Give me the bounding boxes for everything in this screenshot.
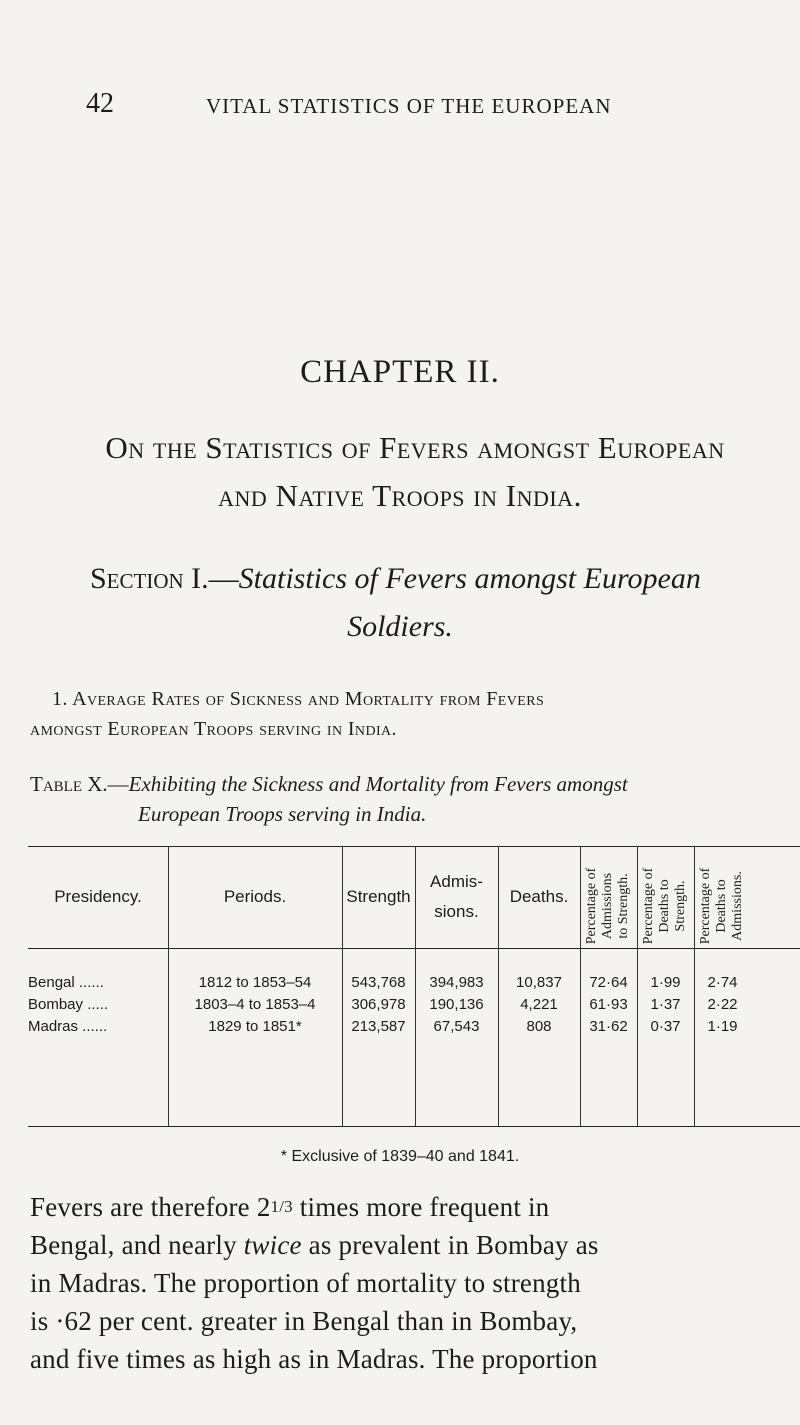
cell-deaths: 808: [526, 1018, 552, 1035]
header-pct-admissions-to-strength: [584, 856, 632, 956]
table-caption-text-2: European Troops serving in India.: [138, 802, 427, 826]
chapter-subtitle-line-2: and Native Troops in India.: [218, 478, 582, 513]
fraction: 1/3: [270, 1197, 293, 1216]
subsection-heading-line-1: 1. Average Rates of Sickness and Mortality from Fevers: [52, 688, 545, 710]
cell-pct-deaths-admissions: 2·22: [707, 996, 738, 1013]
header-admissions-line-1: Admis-: [430, 872, 483, 891]
header-pct-ds-line-3: Strength.: [673, 880, 688, 932]
body-line-1: [30, 1188, 770, 1226]
cell-presidency: Bengal ......: [28, 974, 104, 991]
cell-pct-deaths-strength: 0·37: [650, 1018, 681, 1035]
cell-presidency: Madras ......: [28, 1018, 108, 1035]
header-pct-deaths-to-strength: [641, 856, 689, 956]
table-caption: [30, 772, 800, 797]
header-pct-ds-line-2: Deaths to: [657, 879, 672, 933]
chapter-subtitle-line-1: On the Statistics of Fevers amongst European: [105, 430, 725, 465]
cell-pct-admissions: 31·62: [589, 1018, 628, 1035]
table-bottom-rule: [28, 1126, 800, 1127]
header-pct-adm-line-3: to Strength.: [616, 873, 631, 939]
section-label: Section I.—: [90, 562, 239, 595]
body-line-2-a: Bengal, and nearly: [30, 1230, 244, 1260]
cell-period: 1803–4 to 1853–4: [194, 996, 316, 1013]
cell-presidency: Bombay .....: [28, 996, 109, 1013]
cell-strength: 543,768: [351, 974, 406, 991]
header-presidency: Presidency.: [54, 887, 142, 906]
cell-pct-deaths-admissions: 2·74: [707, 974, 738, 991]
body-line-2: [30, 1226, 770, 1264]
cell-pct-admissions: 61·93: [589, 996, 628, 1013]
header-pct-ds-line-1: Percentage of: [641, 867, 656, 945]
subsection-heading-line-2: amongst European Troops serving in India.: [30, 718, 397, 740]
cell-deaths: 10,837: [516, 974, 562, 991]
cell-strength: 306,978: [351, 996, 406, 1013]
cell-period: 1812 to 1853–54: [198, 974, 312, 991]
header-admissions: [415, 846, 498, 948]
table-caption-label: Table X.—: [30, 772, 129, 796]
body-paragraph: [30, 1188, 770, 1378]
header-admissions-line-2: sions.: [434, 902, 479, 921]
section-title-part-2: Soldiers.: [347, 610, 453, 643]
cell-pct-deaths-strength: 1·99: [650, 974, 681, 991]
table-footnote: * Exclusive of 1839–40 and 1841.: [280, 1148, 520, 1165]
cell-pct-deaths-strength: 1·37: [650, 996, 681, 1013]
running-head: [86, 88, 726, 128]
header-pct-deaths-to-admissions: [698, 856, 746, 956]
header-pct-adm-line-2: Admissions: [600, 872, 615, 940]
cell-strength: 213,587: [351, 1018, 406, 1035]
cell-period: 1829 to 1851*: [208, 1018, 302, 1035]
fever-statistics-table: [28, 846, 800, 1128]
header-pct-adm-line-1: Percentage of: [584, 867, 599, 945]
section-heading: [90, 562, 800, 596]
body-line-2-b: as prevalent in Bombay as: [301, 1230, 599, 1260]
cell-admissions: 67,543: [433, 1018, 480, 1035]
chapter-title: CHAPTER II.: [300, 354, 500, 390]
page-number: 42: [86, 88, 114, 119]
section-title-part-1: Statistics of Fevers amongst European: [238, 562, 701, 595]
header-periods: Periods.: [223, 887, 287, 906]
body-line-1-a: Fevers are therefore 2: [30, 1192, 271, 1222]
table-caption-text-1: Exhibiting the Sickness and Mortality from Fevers amongst: [128, 772, 628, 796]
body-line-4: is ·62 per cent. greater in Bengal than in Bombay,: [30, 1306, 578, 1336]
cell-pct-admissions: 72·64: [589, 974, 628, 991]
body-line-1-b: times more frequent in: [292, 1192, 550, 1222]
cell-admissions: 394,983: [429, 974, 484, 991]
cell-pct-deaths-admissions: 1·19: [707, 1018, 738, 1035]
cell-admissions: 190,136: [429, 996, 484, 1013]
running-head-title: VITAL STATISTICS OF THE EUROPEAN: [206, 94, 612, 118]
header-pct-da-line-1: Percentage of: [698, 867, 713, 945]
cell-deaths: 4,221: [520, 996, 558, 1013]
body-line-3: in Madras. The proportion of mortality to strength: [30, 1268, 581, 1298]
header-pct-da-line-2: Deaths to: [714, 879, 729, 933]
header-deaths: Deaths.: [509, 887, 569, 906]
body-line-5: and five times as high as in Madras. The proportion: [30, 1344, 598, 1374]
body-line-2-emphasis: twice: [243, 1230, 302, 1260]
header-pct-da-line-3: Admissions.: [730, 871, 745, 941]
header-strength: Strength: [346, 887, 411, 906]
